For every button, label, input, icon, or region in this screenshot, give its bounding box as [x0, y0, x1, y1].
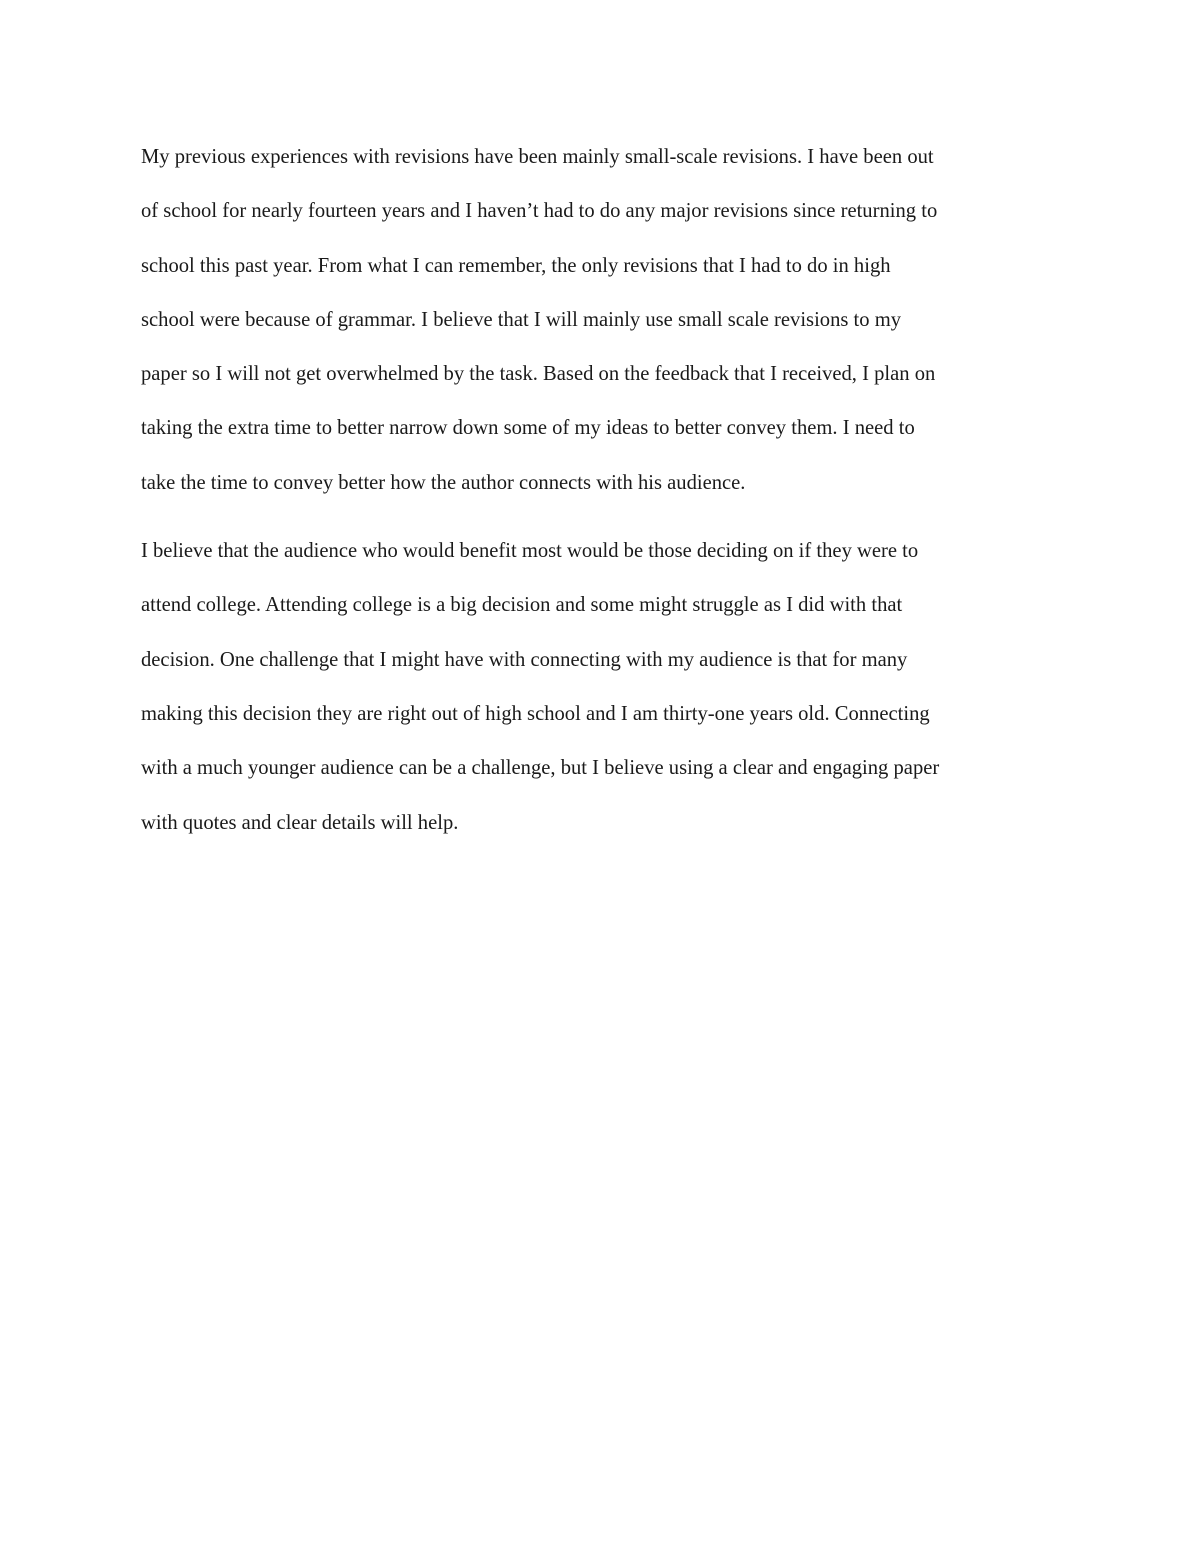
text-line: paper so I will not get overwhelmed by the task. Based on the feedback that I received, I plan on: [141, 363, 936, 386]
text-line: of school for nearly fourteen years and I haven’t had to do any major revisions since returning to: [141, 200, 938, 223]
text-line: with a much younger audience can be a challenge, but I believe using a clear and engaging paper: [141, 757, 940, 780]
text-line: decision. One challenge that I might have with connecting with my audience is that for many: [141, 648, 908, 671]
text-line: school this past year. From what I can remember, the only revisions that I had to do in high: [141, 254, 891, 277]
text-line: attend college. Attending college is a big decision and some might struggle as I did with that: [141, 594, 903, 617]
paragraph-2: [141, 533, 1071, 859]
text-line: making this decision they are right out of high school and I am thirty-one years old. Connecting: [141, 702, 930, 725]
text-line: taking the extra time to better narrow down some of my ideas to better convey them. I need to: [141, 417, 915, 440]
text-line: with quotes and clear details will help.: [141, 811, 459, 834]
text-line: school were because of grammar. I believe that I will mainly use small scale revisions to my: [141, 308, 902, 331]
text-line: I believe that the audience who would benefit most would be those deciding on if they were to: [141, 540, 919, 563]
text-line: My previous experiences with revisions have been mainly small-scale revisions. I have been out: [141, 146, 934, 168]
document-body: [141, 139, 1071, 859]
text-line: take the time to convey better how the author connects with his audience.: [141, 471, 746, 494]
paragraph-1: [141, 139, 1071, 519]
paragraph-spacing: [141, 519, 1071, 533]
